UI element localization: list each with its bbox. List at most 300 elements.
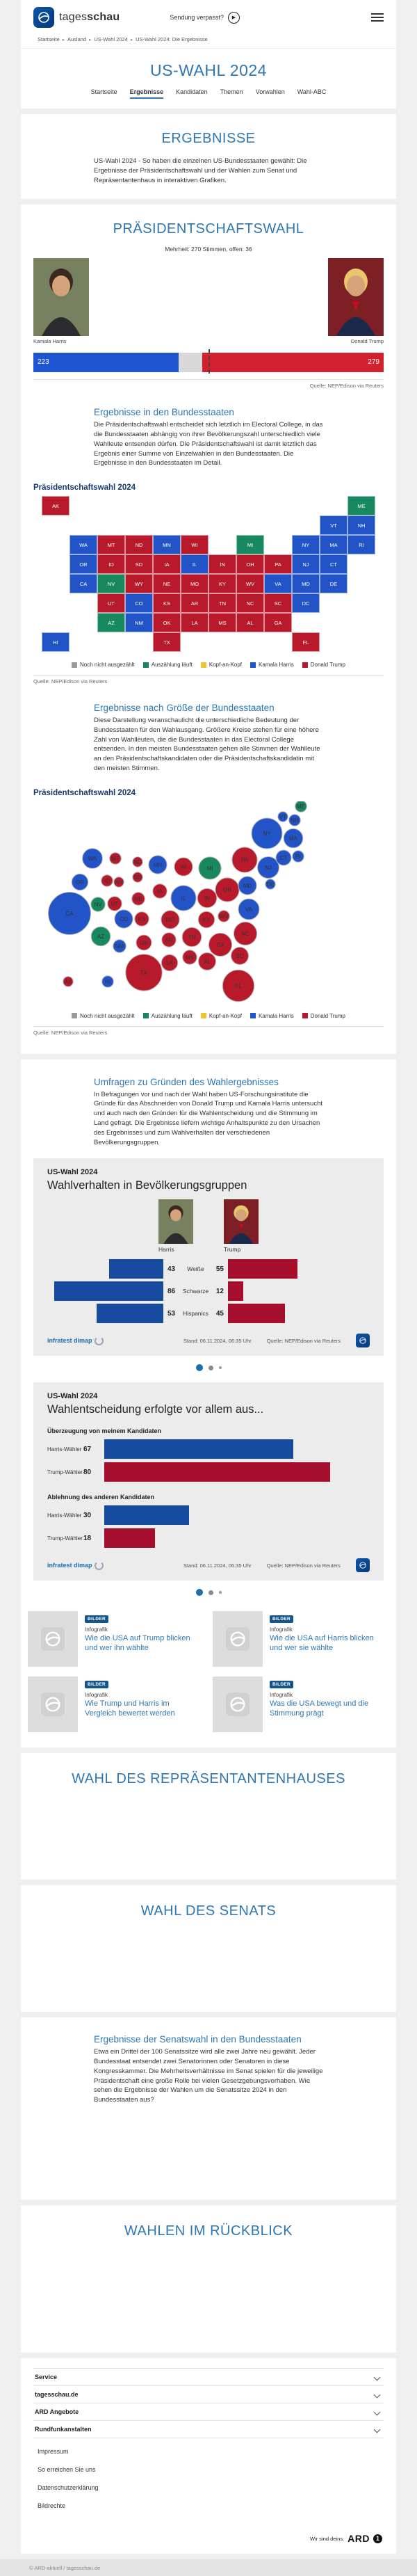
state-tile-GA[interactable]: GA <box>264 613 292 632</box>
legend-swatch-harris <box>250 1013 256 1018</box>
state-tile-NH[interactable]: NH <box>348 515 375 535</box>
us-states-map <box>42 496 375 653</box>
state-bubble-ID[interactable] <box>101 874 113 886</box>
harris-candidate <box>33 258 89 344</box>
site-header <box>21 0 396 109</box>
senat-section <box>21 1885 396 2012</box>
carousel-dots <box>21 1589 396 1596</box>
state-bubble-OH[interactable] <box>215 878 239 902</box>
voter-label: Trump-Wähler <box>47 1469 83 1475</box>
breadcrumb-separator-icon: ▸ <box>62 38 65 42</box>
svg-text:WI: WI <box>180 863 187 870</box>
harris-value: 86 <box>167 1287 176 1295</box>
svg-text:RI: RI <box>295 853 301 860</box>
svg-text:IN: IN <box>204 895 210 902</box>
map-legend <box>21 662 396 668</box>
decision-row <box>47 1528 370 1549</box>
svg-text:KS: KS <box>138 915 146 922</box>
state-tile-NM[interactable]: NM <box>125 613 153 632</box>
state-bubble-GA[interactable] <box>208 933 231 956</box>
accordion-label: Rundfunkanstalten <box>35 2426 92 2433</box>
carousel-dot-3[interactable] <box>219 1591 222 1594</box>
infratest-dimap-label: infratest dimap <box>47 1562 92 1569</box>
teaser-body <box>85 1677 199 1732</box>
accordion-label: tagesschau.de <box>35 2391 79 2399</box>
demographics-bars <box>47 1258 370 1324</box>
state-bubble-TX[interactable] <box>126 954 162 991</box>
state-bubble-SC[interactable] <box>231 947 249 964</box>
chart1-title: Wahlverhalten in Bevölkerungsgruppen <box>47 1179 247 1192</box>
copyright-strip <box>0 2559 417 2576</box>
state-bubble-SD[interactable] <box>133 872 142 882</box>
donald-trump-photo <box>328 258 384 336</box>
teaser-title[interactable]: Wie die USA auf Trump blicken und wer ihn wählte <box>85 1634 190 1653</box>
breadcrumb-item[interactable]: US-Wahl 2024 <box>94 36 128 42</box>
state-tile-NY[interactable]: NY <box>292 535 320 554</box>
teaser-card-3[interactable] <box>28 1677 199 1732</box>
svg-text:MD: MD <box>243 882 252 889</box>
groesse-body: Diese Darstellung veranschaulicht die unterschiedliche Bedeutung der Bundesstaaten für den Wahlausgang. Größere Kreise stehen für eine höhere Zahl von Wahlleuten, die die Bundesstaaten in das Electoral College entsenden. In den meisten Bundesstaaten gehen alle Stimmen der Wahlleute an den Präsidentschaftskandidaten oder die Präsidentschaftskandidatin mit den meisten Stimmen. <box>94 717 320 772</box>
state-bubble-CO[interactable] <box>115 910 133 928</box>
teaser-body <box>270 1611 384 1667</box>
svg-text:NH: NH <box>291 817 299 824</box>
infografik-teasers <box>28 1611 384 1732</box>
teaser-kicker: Infografik <box>270 1692 293 1699</box>
carousel-dots <box>21 1364 396 1371</box>
state-tile-AZ[interactable]: AZ <box>97 613 125 632</box>
breadcrumb-item[interactable]: US-Wahl 2024: Die Ergebnisse <box>136 36 208 42</box>
praesidentschaftswahl-section <box>21 205 396 1053</box>
state-tile-MD[interactable]: MD <box>292 574 320 593</box>
chevron-down-icon <box>374 2391 381 2398</box>
state-tile-AR[interactable]: AR <box>181 593 208 613</box>
breadcrumb-separator-icon: ▸ <box>130 38 133 42</box>
state-tile-MI[interactable]: MI <box>236 535 264 554</box>
state-tile-IA[interactable]: IA <box>153 554 181 574</box>
state-bubble-MS[interactable] <box>183 950 197 964</box>
svg-text:VT: VT <box>279 813 287 820</box>
state-tile-MA[interactable]: MA <box>320 535 348 554</box>
legend-item-trump <box>302 662 345 668</box>
state-tile-WV[interactable]: WV <box>236 574 264 593</box>
state-bubble-NV[interactable] <box>91 897 105 911</box>
state-bubble-NC[interactable] <box>234 922 256 945</box>
state-bubble-NH[interactable] <box>289 814 301 826</box>
legend-swatch-tossup <box>201 662 206 668</box>
ard-one-icon: 1 <box>373 2534 382 2543</box>
chart2-footer <box>47 1558 370 1572</box>
state-bubble-CA[interactable] <box>49 892 91 934</box>
svg-text:OR: OR <box>76 879 84 886</box>
state-bubble-RI[interactable] <box>293 850 304 862</box>
trump-value: 45 <box>215 1309 224 1318</box>
senatswahl-heading: Ergebnisse der Senatswahl in den Bundesstaaten <box>94 2034 302 2045</box>
state-bubble-MN[interactable] <box>149 856 167 874</box>
state-bubble-ND[interactable] <box>133 857 142 867</box>
ergebnisse-title: ERGEBNISSE <box>161 131 256 146</box>
footer-link-bildrechte[interactable]: Bildrechte <box>38 2502 66 2510</box>
umfragen-heading: Umfragen zu Gründen des Wahlergebnisses <box>94 1076 279 1087</box>
state-tile-OH[interactable]: OH <box>236 554 264 574</box>
carousel-dot-2[interactable] <box>208 1366 213 1370</box>
teaser-card-1[interactable] <box>28 1611 199 1667</box>
chart1-photos <box>47 1199 370 1253</box>
state-tile-AL[interactable]: AL <box>236 613 264 632</box>
site-footer <box>21 2358 396 2554</box>
svg-text:AK: AK <box>64 978 72 985</box>
wahlentscheidung-chart-card <box>33 1382 384 1581</box>
footer-accordion-tagesschaude[interactable] <box>33 2386 384 2403</box>
tab-themen[interactable]: Themen <box>220 88 243 95</box>
harris-bar-zone <box>47 1281 163 1301</box>
legend-swatch-open <box>72 1013 77 1018</box>
ard-brand <box>33 2533 382 2544</box>
state-bubble-HI[interactable] <box>102 975 114 987</box>
legend-label: Donald Trump <box>310 662 345 669</box>
state-tile-CO[interactable]: CO <box>125 593 153 613</box>
state-tile-FL[interactable]: FL <box>292 632 320 652</box>
row-labels <box>163 1310 228 1318</box>
harris-value: 53 <box>167 1309 176 1318</box>
harris-votes: 223 <box>38 358 49 367</box>
state-tile-IL[interactable]: IL <box>181 554 208 574</box>
teaser-title[interactable]: Wie die USA auf Harris blicken und wer sie wählte <box>270 1634 374 1653</box>
state-tile-OR[interactable]: OR <box>70 554 97 574</box>
umfragen-body: In Befragungen vor und nach der Wahl haben US-Forschungsinstitute die Gründe für das Abschneiden von Donald Trump und Kamala Harris untersucht und auch nach den Gründen für die Wahlentscheidung und die Stimmung im Land gefragt. Die Ergebnisse liefern wichtige Anhaltspunkte zu den Ursachen des Ergebnisses und zum Wahlverhalten der verschiedenen Bevölkerungsgruppen. <box>94 1090 322 1146</box>
teaser-kicker: Infografik <box>270 1626 293 1633</box>
state-tile-AK[interactable]: AK <box>42 496 70 515</box>
footer-accordions <box>33 2368 384 2438</box>
state-tile-CA[interactable]: CA <box>70 574 97 593</box>
state-bubble-MT[interactable] <box>110 852 122 864</box>
bilder-badge: BILDER <box>85 1681 108 1688</box>
svg-text:VA: VA <box>245 906 253 913</box>
state-tile-NC[interactable]: NC <box>236 593 264 613</box>
trump-bar <box>104 1462 330 1482</box>
bilder-badge: BILDER <box>85 1615 108 1623</box>
tagesschau-globe-icon <box>33 7 54 28</box>
legend-item-counting <box>143 1013 193 1019</box>
state-bubble-NM[interactable] <box>113 939 126 952</box>
category-label: Weiße <box>187 1265 204 1273</box>
svg-text:MO: MO <box>165 916 175 923</box>
footer-link-datenschutzerklrung[interactable]: Datenschutzerklärung <box>38 2484 99 2492</box>
ec-segment-trump <box>202 353 384 372</box>
ergebnisse-section <box>21 114 396 199</box>
state-bubble-WV[interactable] <box>218 910 230 922</box>
state-bubble-PA[interactable] <box>232 847 257 872</box>
state-tile-ND[interactable]: ND <box>125 535 153 554</box>
state-tile-ME[interactable]: ME <box>348 496 375 515</box>
state-tile-SC[interactable]: SC <box>264 593 292 613</box>
candidates-row <box>33 258 384 350</box>
value-label: 80 <box>83 1468 92 1476</box>
svg-text:AR: AR <box>165 936 173 943</box>
svg-text:FL: FL <box>235 982 242 989</box>
state-bubble-IN[interactable] <box>197 888 217 908</box>
state-bubble-NY[interactable] <box>252 818 282 849</box>
state-bubble-AR[interactable] <box>162 933 176 947</box>
teaser-title[interactable]: Wie Trump und Harris im Vergleich bewertet werden <box>85 1699 175 1718</box>
svg-text:HI: HI <box>105 978 111 985</box>
state-bubble-NE[interactable] <box>132 892 145 905</box>
state-bubble-NJ[interactable] <box>258 856 279 878</box>
kamala-harris-photo <box>33 258 89 336</box>
source-label: Quelle: NEP/Edison via Reuters <box>266 1562 341 1569</box>
teaser-title[interactable]: Was die USA bewegt und die Stimmung prägt <box>270 1699 369 1718</box>
ec-segment-harris <box>33 353 179 372</box>
svg-text:SD: SD <box>133 874 142 881</box>
decision-row <box>47 1439 370 1459</box>
row-labels <box>163 1265 228 1273</box>
svg-text:WV: WV <box>219 913 229 920</box>
state-bubble-MI[interactable] <box>199 857 221 879</box>
state-tile-TN[interactable]: TN <box>208 593 236 613</box>
rueckblick-section <box>21 2205 396 2353</box>
footer-link-impressum[interactable]: Impressum <box>38 2448 69 2456</box>
legend-label: Kamala Harris <box>259 662 294 669</box>
legend-label: Kamala Harris <box>259 1012 294 1019</box>
svg-text:WA: WA <box>88 855 97 862</box>
state-bubble-IA[interactable] <box>153 884 167 898</box>
breadcrumb-separator-icon: ▸ <box>89 38 92 42</box>
state-bubble-VT[interactable] <box>278 812 288 822</box>
state-bubble-DE[interactable] <box>265 879 275 889</box>
state-tile-KY[interactable]: KY <box>208 574 236 593</box>
breadcrumb-item[interactable]: Ausland <box>67 36 87 42</box>
state-tile-NJ[interactable]: NJ <box>292 554 320 574</box>
rueckblick-title: WAHLEN IM RÜCKBLICK <box>124 2223 293 2239</box>
svg-text:IL: IL <box>181 895 186 902</box>
category-label: Hispanics <box>183 1310 208 1318</box>
value-label: 67 <box>83 1445 92 1453</box>
state-bubble-MO[interactable] <box>161 911 179 929</box>
state-tile-UT[interactable]: UT <box>97 593 125 613</box>
play-icon[interactable]: ▶ <box>228 12 240 24</box>
teaser-image-placeholder <box>28 1611 78 1667</box>
state-tile-MN[interactable]: MN <box>153 535 181 554</box>
state-bubble-AZ[interactable] <box>91 927 111 946</box>
groesse-heading: Ergebnisse nach Größe der Bundesstaaten <box>94 703 275 714</box>
state-tile-DE[interactable]: DE <box>320 574 348 593</box>
carousel-dot-1[interactable] <box>196 1589 203 1596</box>
state-bubble-LA[interactable] <box>161 954 177 970</box>
footer-accordion-service[interactable] <box>33 2368 384 2386</box>
legend-item-tossup <box>201 1013 242 1019</box>
teaser-image-placeholder <box>213 1611 263 1667</box>
trump-value: 55 <box>215 1265 224 1273</box>
svg-text:ME: ME <box>297 803 305 810</box>
state-bubble-KY[interactable] <box>198 911 214 927</box>
footer-accordion-rundfunkanstalten[interactable] <box>33 2421 384 2438</box>
chart2-kicker: US-Wahl 2024 <box>47 1392 98 1401</box>
breadcrumb <box>21 32 396 49</box>
state-tile-PA[interactable]: PA <box>264 554 292 574</box>
legend-label: Auszählung läuft <box>151 662 193 669</box>
source-label: Quelle: NEP/Edison via Reuters <box>266 1337 341 1344</box>
svg-text:CA: CA <box>65 910 74 917</box>
harris-bar <box>54 1281 163 1301</box>
bilder-badge: BILDER <box>270 1681 293 1688</box>
ard-wordmark: ARD <box>348 2533 370 2545</box>
bubble-legend <box>21 1013 396 1019</box>
footer-links <box>33 2442 384 2515</box>
state-tile-NE[interactable]: NE <box>153 574 181 593</box>
senatswahl-body: Etwa ein Drittel der 100 Senatssitze wird alle zwei Jahre neu gewählt. Jeder Bundesstaat entsendet zwei Senatorinnen oder Senatoren in diese Kongresskammer. Die Mehrheitsverhältnisse im Senat spielen für die jeweilige Präsidentschaft eine große Rolle bei vielen Gesetzgebungsvorhaben. Wie sehen die Ergebnisse der Wahlen um die Senatssitze 2024 in den Bundesstaaten aus? <box>94 2048 323 2104</box>
svg-text:MA: MA <box>289 835 297 842</box>
state-tile-ID[interactable]: ID <box>97 554 125 574</box>
svg-text:AL: AL <box>204 958 211 965</box>
legend-label: Noch nicht ausgezählt <box>80 1012 135 1019</box>
state-tile-WY[interactable]: WY <box>125 574 153 593</box>
svg-text:KY: KY <box>202 916 211 923</box>
teaser-body <box>270 1677 384 1732</box>
ard-mini-logo <box>356 1558 370 1572</box>
legend-label: Kopf-an-Kopf <box>208 662 243 669</box>
majority-note: Mehrheit: 270 Stimmen, offen: 36 <box>165 246 252 253</box>
svg-text:NY: NY <box>263 830 271 837</box>
state-bubble-MA[interactable] <box>284 829 303 848</box>
teaser-image-placeholder <box>28 1677 78 1732</box>
svg-text:TN: TN <box>188 934 196 941</box>
state-bubble-OK[interactable] <box>136 935 152 950</box>
svg-text:UT: UT <box>111 900 119 907</box>
state-tile-VA[interactable]: VA <box>264 574 292 593</box>
state-tile-VT[interactable]: VT <box>320 515 348 535</box>
tab-wahl-abc[interactable]: Wahl-ABC <box>297 88 327 95</box>
state-bubble-MD[interactable] <box>238 877 256 895</box>
harris-caption: Kamala Harris <box>33 338 67 345</box>
state-tile-KS[interactable]: KS <box>153 593 181 613</box>
harris-value: 43 <box>167 1265 176 1273</box>
svg-text:CT: CT <box>279 854 288 861</box>
legend-item-trump <box>302 1013 345 1019</box>
state-tile-TX[interactable]: TX <box>153 632 181 652</box>
state-bubble-AK[interactable] <box>63 977 73 986</box>
svg-text:GA: GA <box>216 941 224 948</box>
state-bubble-WI[interactable] <box>174 858 193 876</box>
ec-segment-open <box>179 353 202 372</box>
demographics-row-Schwarze <box>47 1281 370 1302</box>
state-bubble-CT[interactable] <box>276 850 291 865</box>
state-tile-HI[interactable]: HI <box>42 632 70 652</box>
accordion-label: ARD Angebote <box>35 2408 79 2416</box>
ergebnisse-intro: US-Wahl 2024 - So haben die einzelnen US-Bundesstaaten gewählt: Die Ergebnisse der Präsidentschaftswahl und der Wahlen zum Senat und Repräsentantenhaus in interaktiven Grafiken. <box>94 157 307 184</box>
tagesschau-logo[interactable] <box>33 7 120 28</box>
legend-item-open <box>72 1013 135 1019</box>
page-title: US-WAHL 2024 <box>150 61 267 79</box>
state-tile-DC[interactable]: DC <box>292 593 320 613</box>
state-tile-IN[interactable]: IN <box>208 554 236 574</box>
footer-link-soerreichensieuns[interactable]: So erreichen Sie uns <box>38 2466 96 2474</box>
state-bubble-WA[interactable] <box>83 848 103 868</box>
teaser-card-2[interactable] <box>213 1611 384 1667</box>
bilder-badge: BILDER <box>270 1615 293 1623</box>
state-bubble-OR[interactable] <box>72 874 88 890</box>
breadcrumb-item[interactable]: Startseite <box>38 36 60 42</box>
chevron-down-icon <box>374 2426 381 2433</box>
trump-bar <box>228 1281 243 1301</box>
infratest-dimap-label: infratest dimap <box>47 1337 92 1345</box>
svg-text:PA: PA <box>240 856 249 863</box>
state-bubble-WY[interactable] <box>114 877 124 887</box>
svg-text:WY: WY <box>114 879 124 886</box>
state-bubble-VA[interactable] <box>238 899 259 920</box>
stand-timestamp: Stand: 06.11.2024, 06:35 Uhr <box>183 1562 252 1569</box>
svg-text:MN: MN <box>153 861 163 868</box>
praesidentschaftswahl-title: PRÄSIDENTSCHAFTSWAHL <box>113 221 304 237</box>
state-bubble-KS[interactable] <box>135 912 149 926</box>
carousel-dot-2[interactable] <box>208 1590 213 1595</box>
demographics-row-Weiße <box>47 1258 370 1279</box>
sendung-verpasst-link[interactable] <box>170 12 240 24</box>
trump-bar <box>228 1304 285 1323</box>
state-tile-MO[interactable]: MO <box>181 574 208 593</box>
state-tile-MS[interactable]: MS <box>208 613 236 632</box>
carousel-dot-1[interactable] <box>196 1364 203 1371</box>
legend-swatch-counting <box>143 662 149 668</box>
tab-startseite[interactable]: Startseite <box>90 88 117 95</box>
legend-item-harris <box>250 662 294 668</box>
state-tile-CT[interactable]: CT <box>320 554 348 574</box>
state-tile-RI[interactable]: RI <box>348 535 375 554</box>
carousel-dot-3[interactable] <box>219 1366 222 1369</box>
state-tile-LA[interactable]: LA <box>181 613 208 632</box>
repraesentantenhaus-title: WAHL DES REPRÄSENTANTENHAUSES <box>72 1771 345 1787</box>
svg-text:IA: IA <box>157 888 163 895</box>
trump-caption: Donald Trump <box>350 338 384 345</box>
state-tile-WA[interactable]: WA <box>70 535 97 554</box>
svg-text:ND: ND <box>133 858 142 865</box>
majority-marker <box>208 349 210 374</box>
decision-row <box>47 1505 370 1526</box>
trump-bar <box>104 1528 155 1548</box>
state-bubble-AL[interactable] <box>199 952 216 970</box>
hamburger-menu-icon[interactable] <box>371 13 384 22</box>
state-bubble-TN[interactable] <box>182 927 202 947</box>
svg-text:SC: SC <box>236 952 244 959</box>
tab-kandidaten[interactable]: Kandidaten <box>176 88 208 95</box>
stand-timestamp: Stand: 06.11.2024, 06:35 Uhr <box>183 1337 252 1344</box>
tab-vorwahlen[interactable]: Vorwahlen <box>255 88 285 95</box>
legend-item-counting <box>143 662 193 668</box>
footer-accordion-ardangebote[interactable] <box>33 2403 384 2421</box>
bundesstaaten-body: Die Präsidentschaftswahl entscheidet sich letztlich im Electoral College, in das die Bundesstaaten abhängig von ihrer Bevölkerungszahl unterschiedlich viele Wahlleute entsenden dürfen. Die Präsidentschaftswahl ist damit letztlich das Ergebnis einer Summe von Einzelwahlen in den Bundesstaaten. Die Ergebnisse in den Bundesstaaten im Detail. <box>94 421 323 467</box>
infratest-dimap-logo <box>47 1336 104 1345</box>
legend-item-open <box>72 662 135 668</box>
state-bubble-UT[interactable] <box>108 897 122 911</box>
svg-text:MI: MI <box>206 865 213 872</box>
accordion-label: Service <box>35 2374 58 2381</box>
teaser-image-placeholder <box>213 1677 263 1732</box>
state-tile-MT[interactable]: MT <box>97 535 125 554</box>
state-tile-WI[interactable]: WI <box>181 535 208 554</box>
legend-item-harris <box>250 1013 294 1019</box>
trump-value: 12 <box>215 1287 224 1295</box>
teaser-card-4[interactable] <box>213 1677 384 1732</box>
state-tile-OK[interactable]: OK <box>153 613 181 632</box>
row-labels <box>163 1288 228 1295</box>
state-tile-NV[interactable]: NV <box>97 574 125 593</box>
state-tile-SD[interactable]: SD <box>125 554 153 574</box>
state-bubble-ME[interactable] <box>295 801 307 812</box>
tab-ergebnisse[interactable]: Ergebnisse <box>130 88 164 99</box>
state-bubble-IL[interactable] <box>171 886 196 911</box>
svg-text:TX: TX <box>140 969 148 976</box>
state-bubble-FL[interactable] <box>222 970 254 1001</box>
trump-votes: 279 <box>368 358 379 367</box>
chevron-down-icon <box>374 2408 381 2415</box>
